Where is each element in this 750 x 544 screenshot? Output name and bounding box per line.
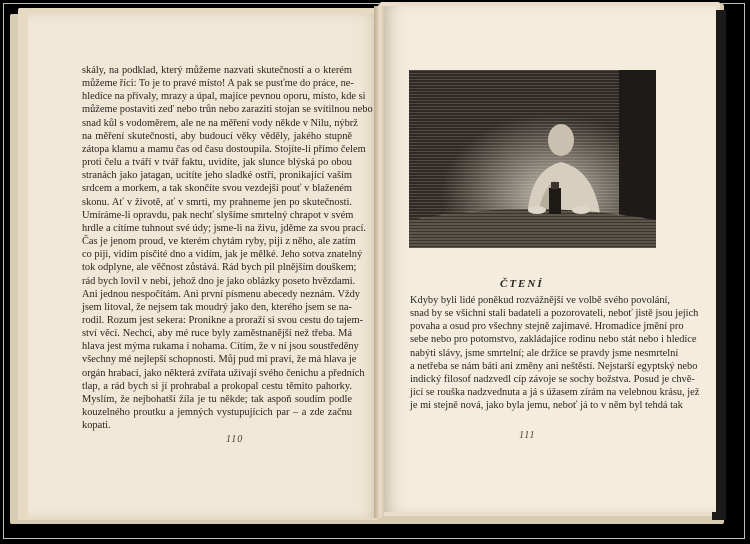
- text-line: ství věcí. Nechci, aby mé ruce byly zaměstnanější než třeba. Má: [82, 328, 352, 340]
- book-gutter: [374, 6, 384, 518]
- text-line: zátopa klamu a mamu čas od času dostoupila. Stojíte-li přímo čelem: [82, 143, 366, 155]
- text-line: Ani jednou nespočítám. Ani první písmenu abecedy neznám. Vždy: [82, 288, 360, 300]
- text-line: hlava jest mýma rukama i nohama. Cítím, že v ní jsou soustředěny: [82, 341, 359, 353]
- text-line: jsem litoval, že nejsem tak moudrý jako den, kterého jsem se na-: [82, 301, 352, 313]
- text-line: a netřeba se nám báti ani změny ani neštěstí. Nejstarší egyptský nebo: [410, 360, 698, 372]
- text-line: hrdle a cítíme tuhnout své údy; jsme-li na živu, jděme za svou prací.: [82, 222, 366, 234]
- chapter-title: ČTENÍ: [500, 278, 544, 290]
- page-number-right: 111: [519, 430, 536, 441]
- text-line: tlap, a rád bych si jí prohrabal a prokopal cestu těmito pahorky.: [82, 380, 352, 392]
- text-line: rád bych lovil v nebi, jehož dno je jako oblázky poseto hvězdami.: [82, 275, 356, 287]
- text-line: je mi stejně nová, jako byla jemu, neboť já to v něm byl tehdá tak: [410, 400, 683, 412]
- text-line: indický filosof nadzvedl cíp závoje se sochy božstva. Posud je chvě-: [410, 373, 695, 385]
- text-line: na měření skutečnosti, aby budoucí věky věděly, jakého stupně: [82, 130, 352, 142]
- text-line: můžeme říci: To je to pravé místo! A pak se pusťme do práce, ne-: [82, 78, 354, 90]
- text-line: snad kůl s vodoměrem, ale ne na měření vody někde v Nilu, nýbrž: [82, 117, 358, 129]
- text-line: Umíráme-li opravdu, pak nechť slyšíme smrtelný chrapot v svém: [82, 209, 354, 221]
- illustration-reader-with-lamp: [409, 70, 656, 248]
- text-line: hledíce na přívaly, mrazy a úpal, majíce pevnou oporu, místo, kde si: [82, 91, 366, 103]
- text-line: kopati.: [82, 420, 111, 432]
- text-line: můžeme postaviti zeď nebo trůn nebo zaraziti stojan se svítilnou nebo: [82, 104, 373, 116]
- text-line: sebe nebo pro potomstvo, zakládajíce rodinu nebo stát nebo i hledíce: [410, 334, 697, 346]
- text-line: Kdyby byli lidé poněkud rozvážnější ve volbě svého povolání,: [410, 295, 670, 306]
- left-page-body: [82, 64, 373, 432]
- text-line: srdcem a morkem, a tak skončíte svou vezdejší pouť v blaženém: [82, 183, 352, 195]
- text-line: rodil. Rozum jest sekera: Proniknе a proraží si svou cestu do tajem-: [82, 314, 364, 326]
- text-line: proti čelu a tváří v tvář faktu, uvidíte, jak slunce blýská po obou: [82, 157, 352, 169]
- text-line: snad by se všichni stali badateli a pozorovateli, neboť jistě jsou jejich: [410, 308, 699, 320]
- page-number-left: 110: [226, 434, 244, 445]
- text-line: jící se rouška nadzvednuta a já s úžasem zírám na velebnou krásu, jež: [410, 387, 700, 399]
- text-line: povaha a osud pro všechny stejně zajímavé. Hromadíce jmění pro: [410, 321, 684, 333]
- text-line: co piji, vidím písčité dno a vidím, jak je mělké. Jeho sotva znatelný: [82, 249, 363, 261]
- text-line: Čas je jenom proud, ve kterém chytám ryby, piji z něho, ale zatím: [82, 236, 356, 248]
- engraving-image: [409, 70, 656, 248]
- text-line: skály, na podklad, který můžeme nazvati skutečností a o kterém: [82, 65, 352, 76]
- text-line: tok odplyne, ale věčnost zůstává. Rád bych pil plnějším douškem;: [82, 262, 357, 274]
- text-line: skonu. Ať v životě, ať v smrti, my prahneme jen po skutečnosti.: [82, 196, 352, 208]
- text-line: orgán hrabací, jako některá zvířata užívají svého čenichu a předních: [82, 367, 365, 379]
- text-line: stranách jako jatagan, ucítíte jeho sladké ostří, pronikající vaším: [82, 170, 352, 182]
- text-line: Myslím, že nejbohatší žíla je tu někde; tak aspoň soudím podle: [82, 393, 352, 405]
- right-page-body: [410, 294, 700, 412]
- text-line: kouzelného proutku a jemných vystupujících par – a zde začnu: [82, 407, 352, 419]
- text-line: nabýti slávy, jsme smrtelní; ale držíce se pravdy jsme nesmrtelní: [410, 347, 679, 359]
- text-line: všechny mé nejlepší schopnosti. Můj pud mi praví, že má hlava je: [82, 354, 357, 366]
